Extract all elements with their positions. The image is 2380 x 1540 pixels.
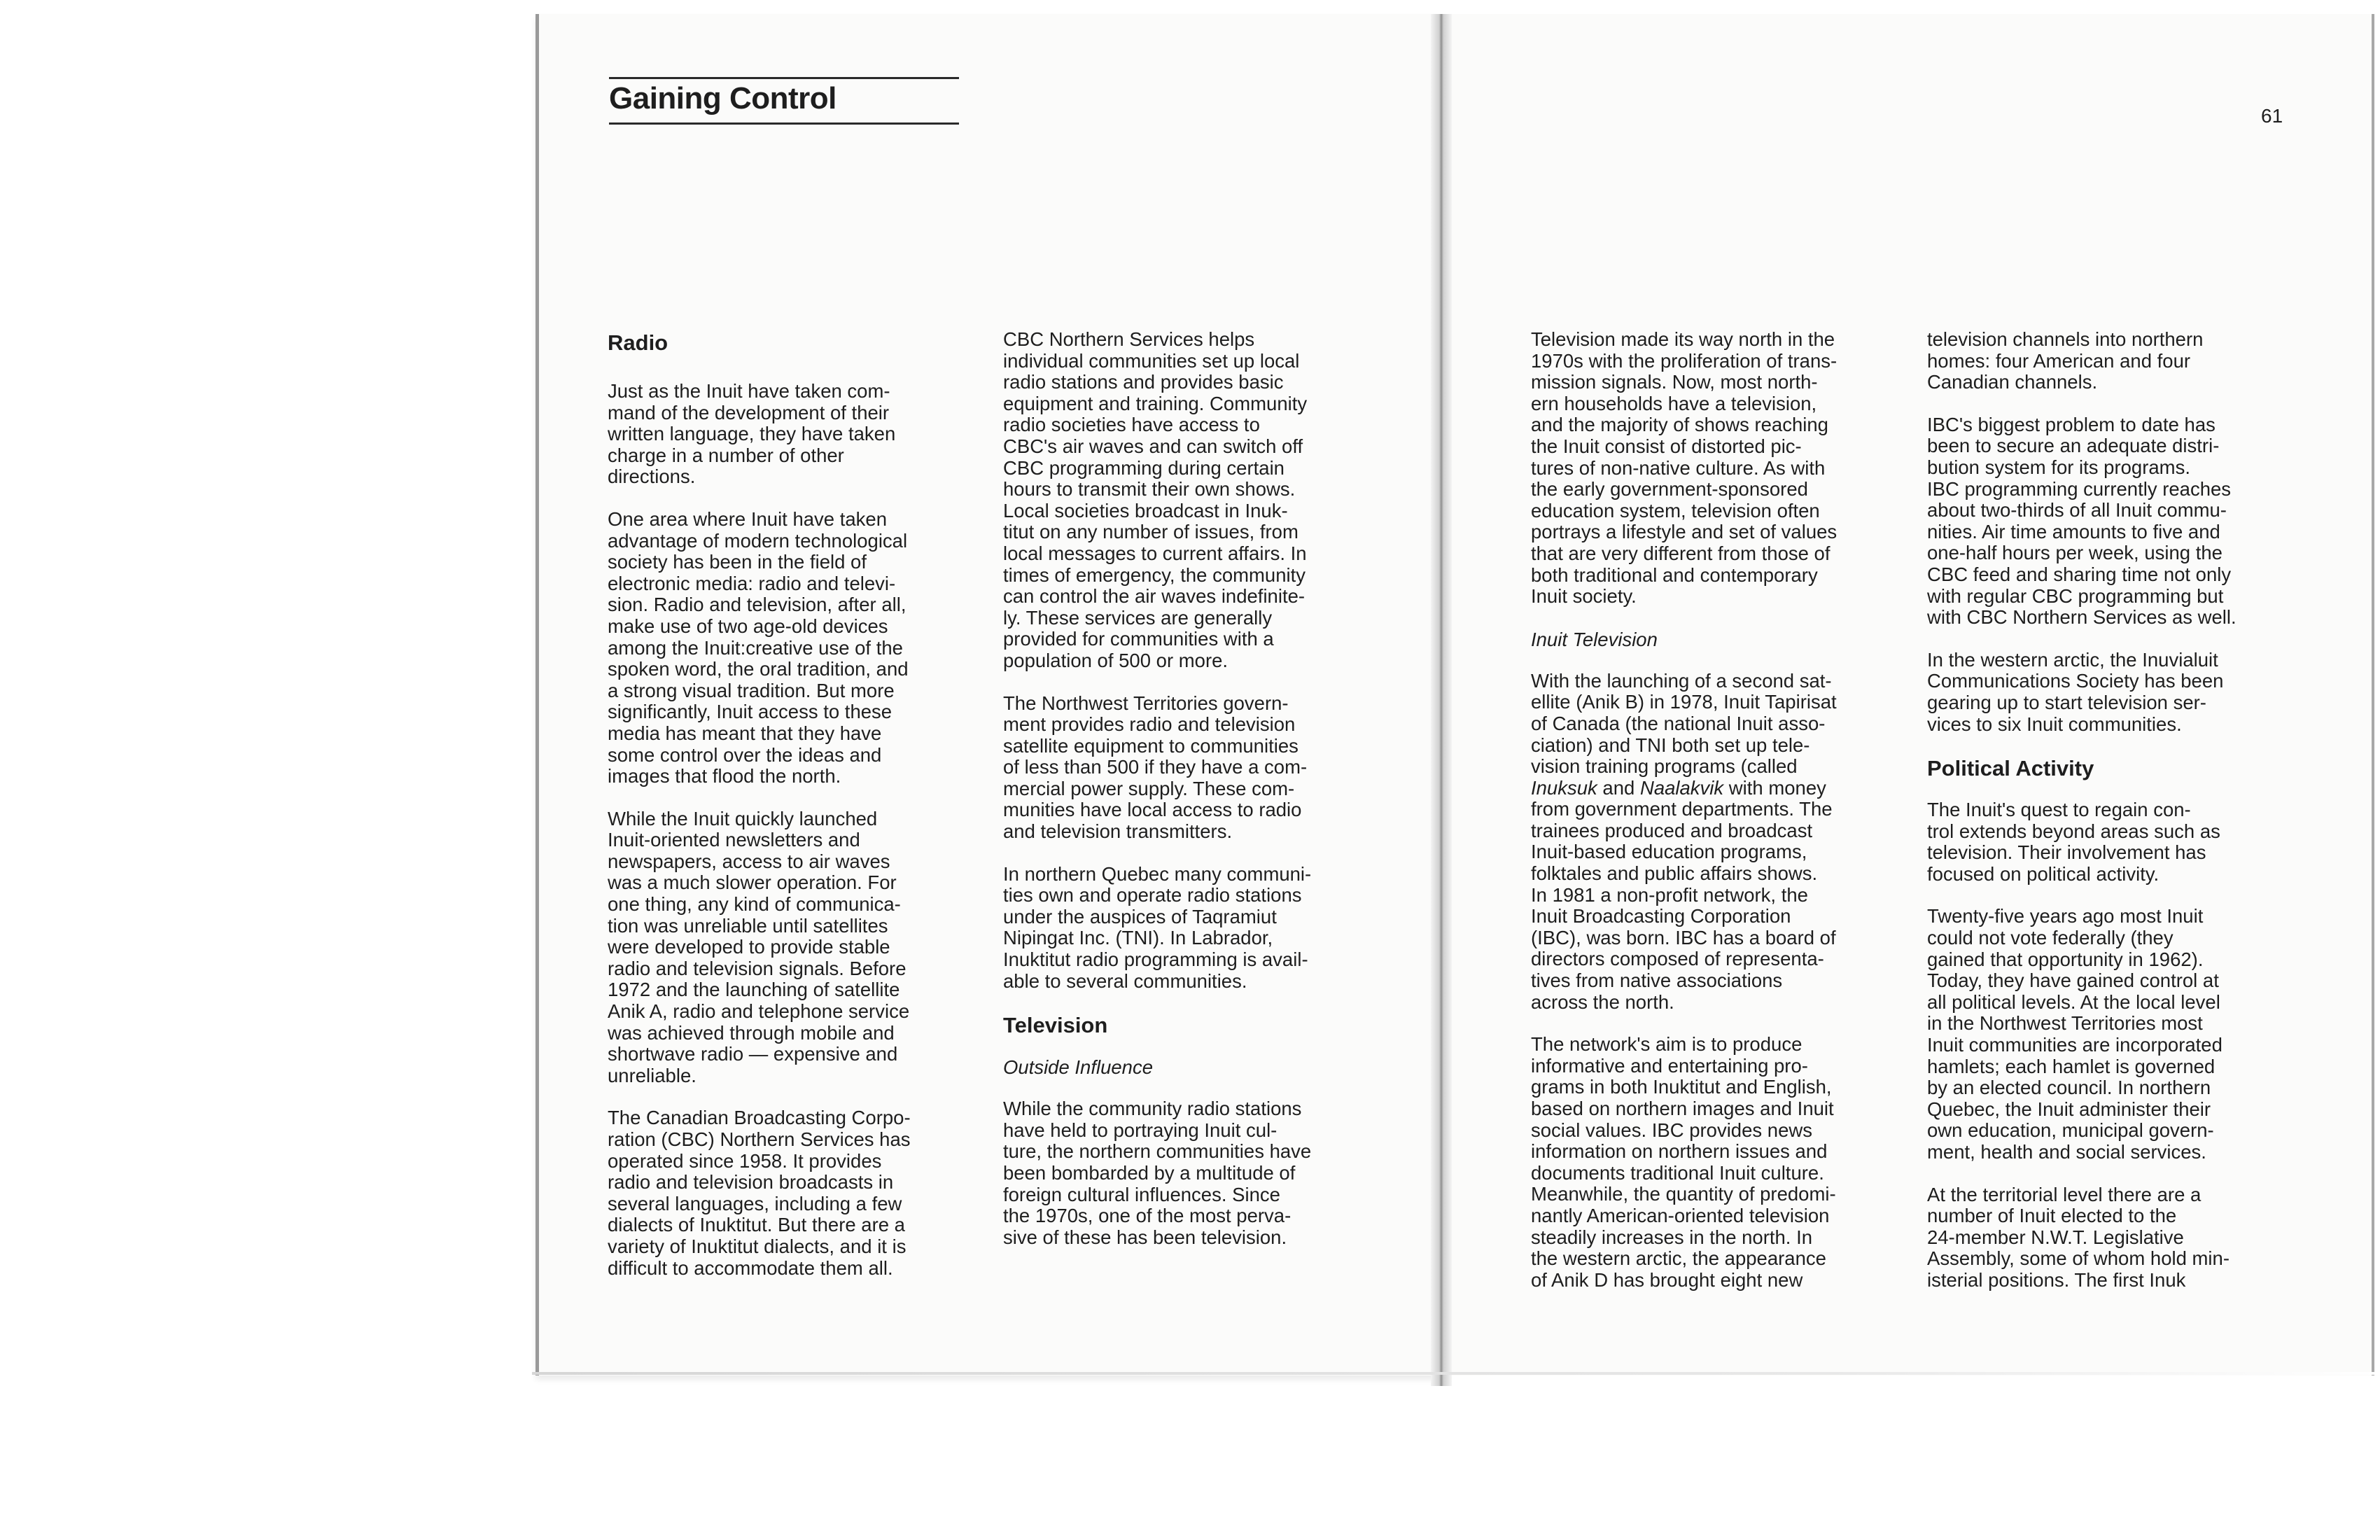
paragraph [1003,329,1357,672]
text-line: mercial power supply. These com- [1003,777,1295,799]
text-line: Assembly, some of whom hold min- [1927,1247,2230,1270]
text-line: television channels into northern [1927,328,2204,350]
text-line: that are very different from those of [1531,542,1830,564]
text-line: shortwave radio — expensive and [608,1043,898,1065]
text-line: In northern Quebec many communi- [1003,862,1312,885]
text-line: Inuit-based education programs, [1531,841,1807,863]
paragraph-lines [1531,799,1884,1013]
text-line: 1970s with the proliferation of trans- [1531,349,1837,372]
text-line: were developed to provide stable [608,936,890,958]
text-line: tion was unreliable until satellites [608,914,888,937]
text-line: ciation) and TNI both set up tele- [1531,734,1810,756]
text-line: 1972 and the launching of satellite [608,979,900,1001]
program-name-inuksuk: Inuksuk [1531,776,1597,799]
text-line: ration (CBC) Northern Services has [608,1128,911,1150]
text-line: ment, health and social services. [1927,1141,2206,1163]
text-line: been bombarded by a multitude of [1003,1162,1296,1184]
text-line: directors composed of representa- [1531,948,1824,970]
chapter-title: Gaining Control [609,81,836,115]
paragraph [1927,906,2281,1163]
title-rule-bottom [609,122,959,125]
text-line: In 1981 a non-profit network, the [1531,883,1808,906]
text-line: CBC programming during certain [1003,456,1284,479]
text-line: education system, television often [1531,499,1820,522]
text-line: was a much slower operation. For [608,872,897,894]
paragraph [1531,1034,1884,1291]
text-line: ern households have a television, [1531,392,1817,414]
text-line: and television transmitters. [1003,820,1233,843]
text-line: IBC's biggest problem to date has [1927,413,2216,435]
text-fragment: and [1597,776,1640,799]
paragraph [1927,1184,2281,1292]
text-line: nities. Air time amounts to five and [1927,520,2220,542]
text-line: the early government-sponsored [1531,478,1808,500]
text-line: bution system for its programs. [1927,456,2190,478]
text-line: Communications Society has been [1927,670,2224,692]
text-line: CBC feed and sharing time not only [1927,563,2232,585]
text-line: informative and entertaining pro- [1531,1054,1808,1077]
text-line: with regular CBC programming but [1927,584,2224,607]
text-line: with CBC Northern Services as well. [1927,606,2236,629]
text-line: The Inuit's quest to regain con- [1927,799,2191,821]
text-line: charge in a number of other [608,444,844,466]
text-line: 24-member N.W.T. Legislative [1927,1226,2184,1248]
paragraph [608,509,961,788]
text-line: One area where Inuit have taken [608,507,888,530]
paragraph [608,381,961,488]
text-line: about two-thirds of all Inuit commu- [1927,499,2227,522]
text-line: vices to six Inuit communities. [1927,713,2182,735]
text-line: social values. IBC provides news [1531,1119,1812,1141]
text-line: information on northern issues and [1531,1140,1828,1163]
text-line: equipment and training. Community [1003,392,1308,414]
text-line: based on northern images and Inuit [1531,1098,1834,1119]
text-line: of less than 500 if they have a com- [1003,756,1308,778]
text-line: Just as the Inuit have taken com- [608,380,890,402]
section-heading-television: Television [1003,1013,1108,1038]
text-line: local messages to current affairs. In [1003,542,1307,564]
text-line: own education, municipal govern- [1927,1119,2214,1142]
text-line: Inuit Broadcasting Corporation [1531,905,1791,927]
text-line: spoken word, the oral tradition, and [608,658,909,680]
text-line: The Northwest Territories govern- [1003,692,1289,714]
subheading-inuit-television: Inuit Television [1531,628,1658,650]
text-line: mission signals. Now, most north- [1531,371,1818,393]
text-line: the western arctic, the appearance [1531,1247,1826,1270]
text-line: under the auspices of Taqramiut [1003,905,1277,927]
text-line: by an elected council. In northern [1927,1077,2211,1099]
program-name-naalakvik: Naalakvik [1639,776,1724,799]
text-line: society has been in the field of [608,551,867,573]
text-line: sion. Radio and television, after all, [608,594,906,616]
paragraph [1927,650,2281,735]
text-line: have held to portraying Inuit cul- [1003,1119,1278,1141]
text-line: Inuit-oriented newsletters and [608,829,860,851]
text-line: titut on any number of issues, from [1003,521,1298,543]
text-line: and the majority of shows reaching [1531,414,1828,436]
text-line: could not vote federally (they [1927,927,2174,949]
text-line: directions. [608,465,696,488]
text-line: ly. These services are generally [1003,606,1273,629]
text-line: number of Inuit elected to the [1927,1205,2177,1227]
text-line: electronic media: radio and televi- [608,572,896,594]
book-gutter [1431,14,1452,1386]
text-line: radio and television signals. Before [608,957,906,979]
text-line: satellite equipment to communities [1003,734,1298,757]
paragraph [1531,671,1884,1014]
text-line: ellite (Anik B) in 1978, Inuit Tapirisat [1531,691,1837,713]
paragraph [1927,414,2281,629]
text-line: radio stations and provides basic [1003,371,1284,393]
text-line: portrays a lifestyle and set of values [1531,521,1837,543]
text-column-4 [1927,329,2281,1312]
text-line: make use of two age-old devices [608,615,888,637]
subheading-outside-influence: Outside Influence [1003,1056,1154,1079]
title-rule-top [609,77,959,79]
paragraph [608,808,961,1087]
text-line: Television made its way north in the [1531,328,1835,350]
text-line: written language, they have taken [608,423,896,445]
text-column-2 [1003,329,1357,1269]
text-line: some control over the ideas and [608,743,882,766]
text-line: difficult to accommodate them all. [608,1256,893,1279]
text-line: variety of Inuktitut dialects, and it is [608,1235,906,1257]
text-line: tures of non-native culture. As with [1531,456,1826,479]
text-line: ties own and operate radio stations [1003,884,1302,906]
paragraph [608,1107,961,1279]
text-line: Quebec, the Inuit administer their [1927,1098,2211,1120]
text-line: all political levels. At the local level [1927,990,2220,1013]
text-column-1 [608,329,961,1300]
paragraph [1003,1098,1357,1248]
text-line: radio societies have access to [1003,414,1260,436]
text-line: nantly American-oriented television [1531,1204,1830,1226]
text-line: gained that opportunity in 1962). [1927,948,2204,970]
text-line: Inuit society. [1531,585,1637,608]
text-column-3 [1531,329,1884,1312]
page-number: 61 [2261,105,2283,127]
text-line: ment provides radio and television [1003,713,1296,736]
text-line: With the launching of a second sat- [1531,669,1832,692]
text-line: several languages, including a few [608,1192,902,1214]
text-line: population of 500 or more. [1003,649,1228,671]
text-line: in the Northwest Territories most [1927,1012,2203,1035]
text-line: grams in both Inuktitut and English, [1531,1076,1832,1098]
text-line: operated since 1958. It provides [608,1149,882,1172]
text-line: significantly, Inuit access to these [608,701,892,723]
text-line: hamlets; each hamlet is governed [1927,1055,2216,1077]
text-line: CBC Northern Services helps [1003,328,1255,350]
text-line: able to several communities. [1003,969,1247,992]
text-line: newspapers, access to air waves [608,850,890,872]
text-line: across the north. [1531,990,1674,1013]
text-line: folktales and public affairs shows. [1531,862,1818,885]
text-line: Today, they have gained control at [1927,969,2219,992]
section-heading-radio: Radio [608,330,668,355]
text-line: been to secure an adequate distri- [1927,435,2220,457]
text-line: (IBC), was born. IBC has a board of [1531,926,1836,948]
text-line: Local societies broadcast in Inuk- [1003,499,1288,522]
text-line: among the Inuit:creative use of the [608,636,903,659]
text-line: In the western arctic, the Inuvialuit [1927,648,2218,671]
text-line: television. Their involvement has [1927,841,2206,864]
text-line: one-half hours per week, using the [1927,542,2222,564]
text-line: images that flood the north. [608,765,841,788]
text-line: individual communities set up local [1003,349,1300,372]
text-line: While the community radio stations [1003,1098,1302,1120]
text-line: The network's aim is to produce [1531,1033,1802,1056]
paragraph [1531,329,1884,608]
text-line: from government departments. The [1531,798,1833,820]
text-line: homes: four American and four [1927,349,2191,372]
text-line: foreign cultural influences. Since [1003,1183,1280,1205]
text-line: both traditional and contemporary [1531,564,1818,586]
text-line: times of emergency, the community [1003,564,1306,586]
text-line: one thing, any kind of communica- [608,893,901,916]
text-line: The Canadian Broadcasting Corpo- [608,1107,911,1129]
text-line: advantage of modern technological [608,529,908,552]
text-line: sive of these has been television. [1003,1226,1287,1248]
text-line: munities have local access to radio [1003,799,1302,821]
text-line: hours to transmit their own shows. [1003,478,1296,500]
text-line: dialects of Inuktitut. But there are a [608,1214,905,1236]
page-bottom-edge [532,1372,2380,1375]
text-line: Inuktitut radio programming is avail- [1003,948,1308,971]
text-line: unreliable. [608,1064,696,1086]
paragraph [1003,693,1357,843]
text-line: ture, the northern communities have [1003,1140,1312,1163]
text-line: radio and television broadcasts in [608,1171,894,1194]
paragraph-lines [1531,671,1884,778]
text-line: provided for communities with a [1003,628,1274,650]
paragraph [1927,329,2281,393]
text-line: trainees produced and broadcast [1531,819,1813,841]
text-line: trol extends beyond areas such as [1927,820,2220,842]
text-line: of Anik D has brought eight new [1531,1268,1803,1291]
text-line: a strong visual tradition. But more [608,679,895,701]
text-line: gearing up to start television ser- [1927,691,2206,713]
text-line: of Canada (the national Inuit asso- [1531,712,1826,734]
text-line: While the Inuit quickly launched [608,807,878,830]
text-fragment: with money [1723,776,1826,799]
text-line-with-program-names [1531,778,1884,799]
text-line: tives from native associations [1531,969,1783,992]
text-line: Twenty-five years ago most Inuit [1927,905,2204,927]
text-line: was achieved through mobile and [608,1021,895,1044]
text-line: mand of the development of their [608,401,890,424]
text-line: At the territorial level there are a [1927,1183,2202,1205]
text-line: Inuit communities are incorporated [1927,1034,2222,1056]
paragraph [1927,799,2281,885]
text-line: Meanwhile, the quantity of predomi- [1531,1183,1836,1205]
text-line: Anik A, radio and telephone service [608,1000,910,1023]
text-line: Canadian channels. [1927,371,2098,393]
text-line: the Inuit consist of distorted pic- [1531,435,1802,457]
text-line: IBC programming currently reaches [1927,477,2232,500]
text-line: isterial positions. The first Inuk [1927,1268,2186,1291]
text-line: focused on political activity. [1927,862,2160,885]
text-line: documents traditional Inuit culture. [1531,1161,1824,1184]
text-line: media has meant that they have [608,722,882,744]
text-line: steadily increases in the north. In [1531,1226,1813,1248]
section-heading-political-activity: Political Activity [1927,756,2094,781]
text-line: CBC's air waves and can switch off [1003,435,1303,457]
text-line: vision training programs (called [1531,755,1798,778]
text-line: can control the air waves indefinite- [1003,585,1306,608]
paragraph [1003,864,1357,993]
text-line: the 1970s, one of the most perva- [1003,1205,1292,1227]
text-line: Nipingat Inc. (TNI). In Labrador, [1003,927,1273,949]
